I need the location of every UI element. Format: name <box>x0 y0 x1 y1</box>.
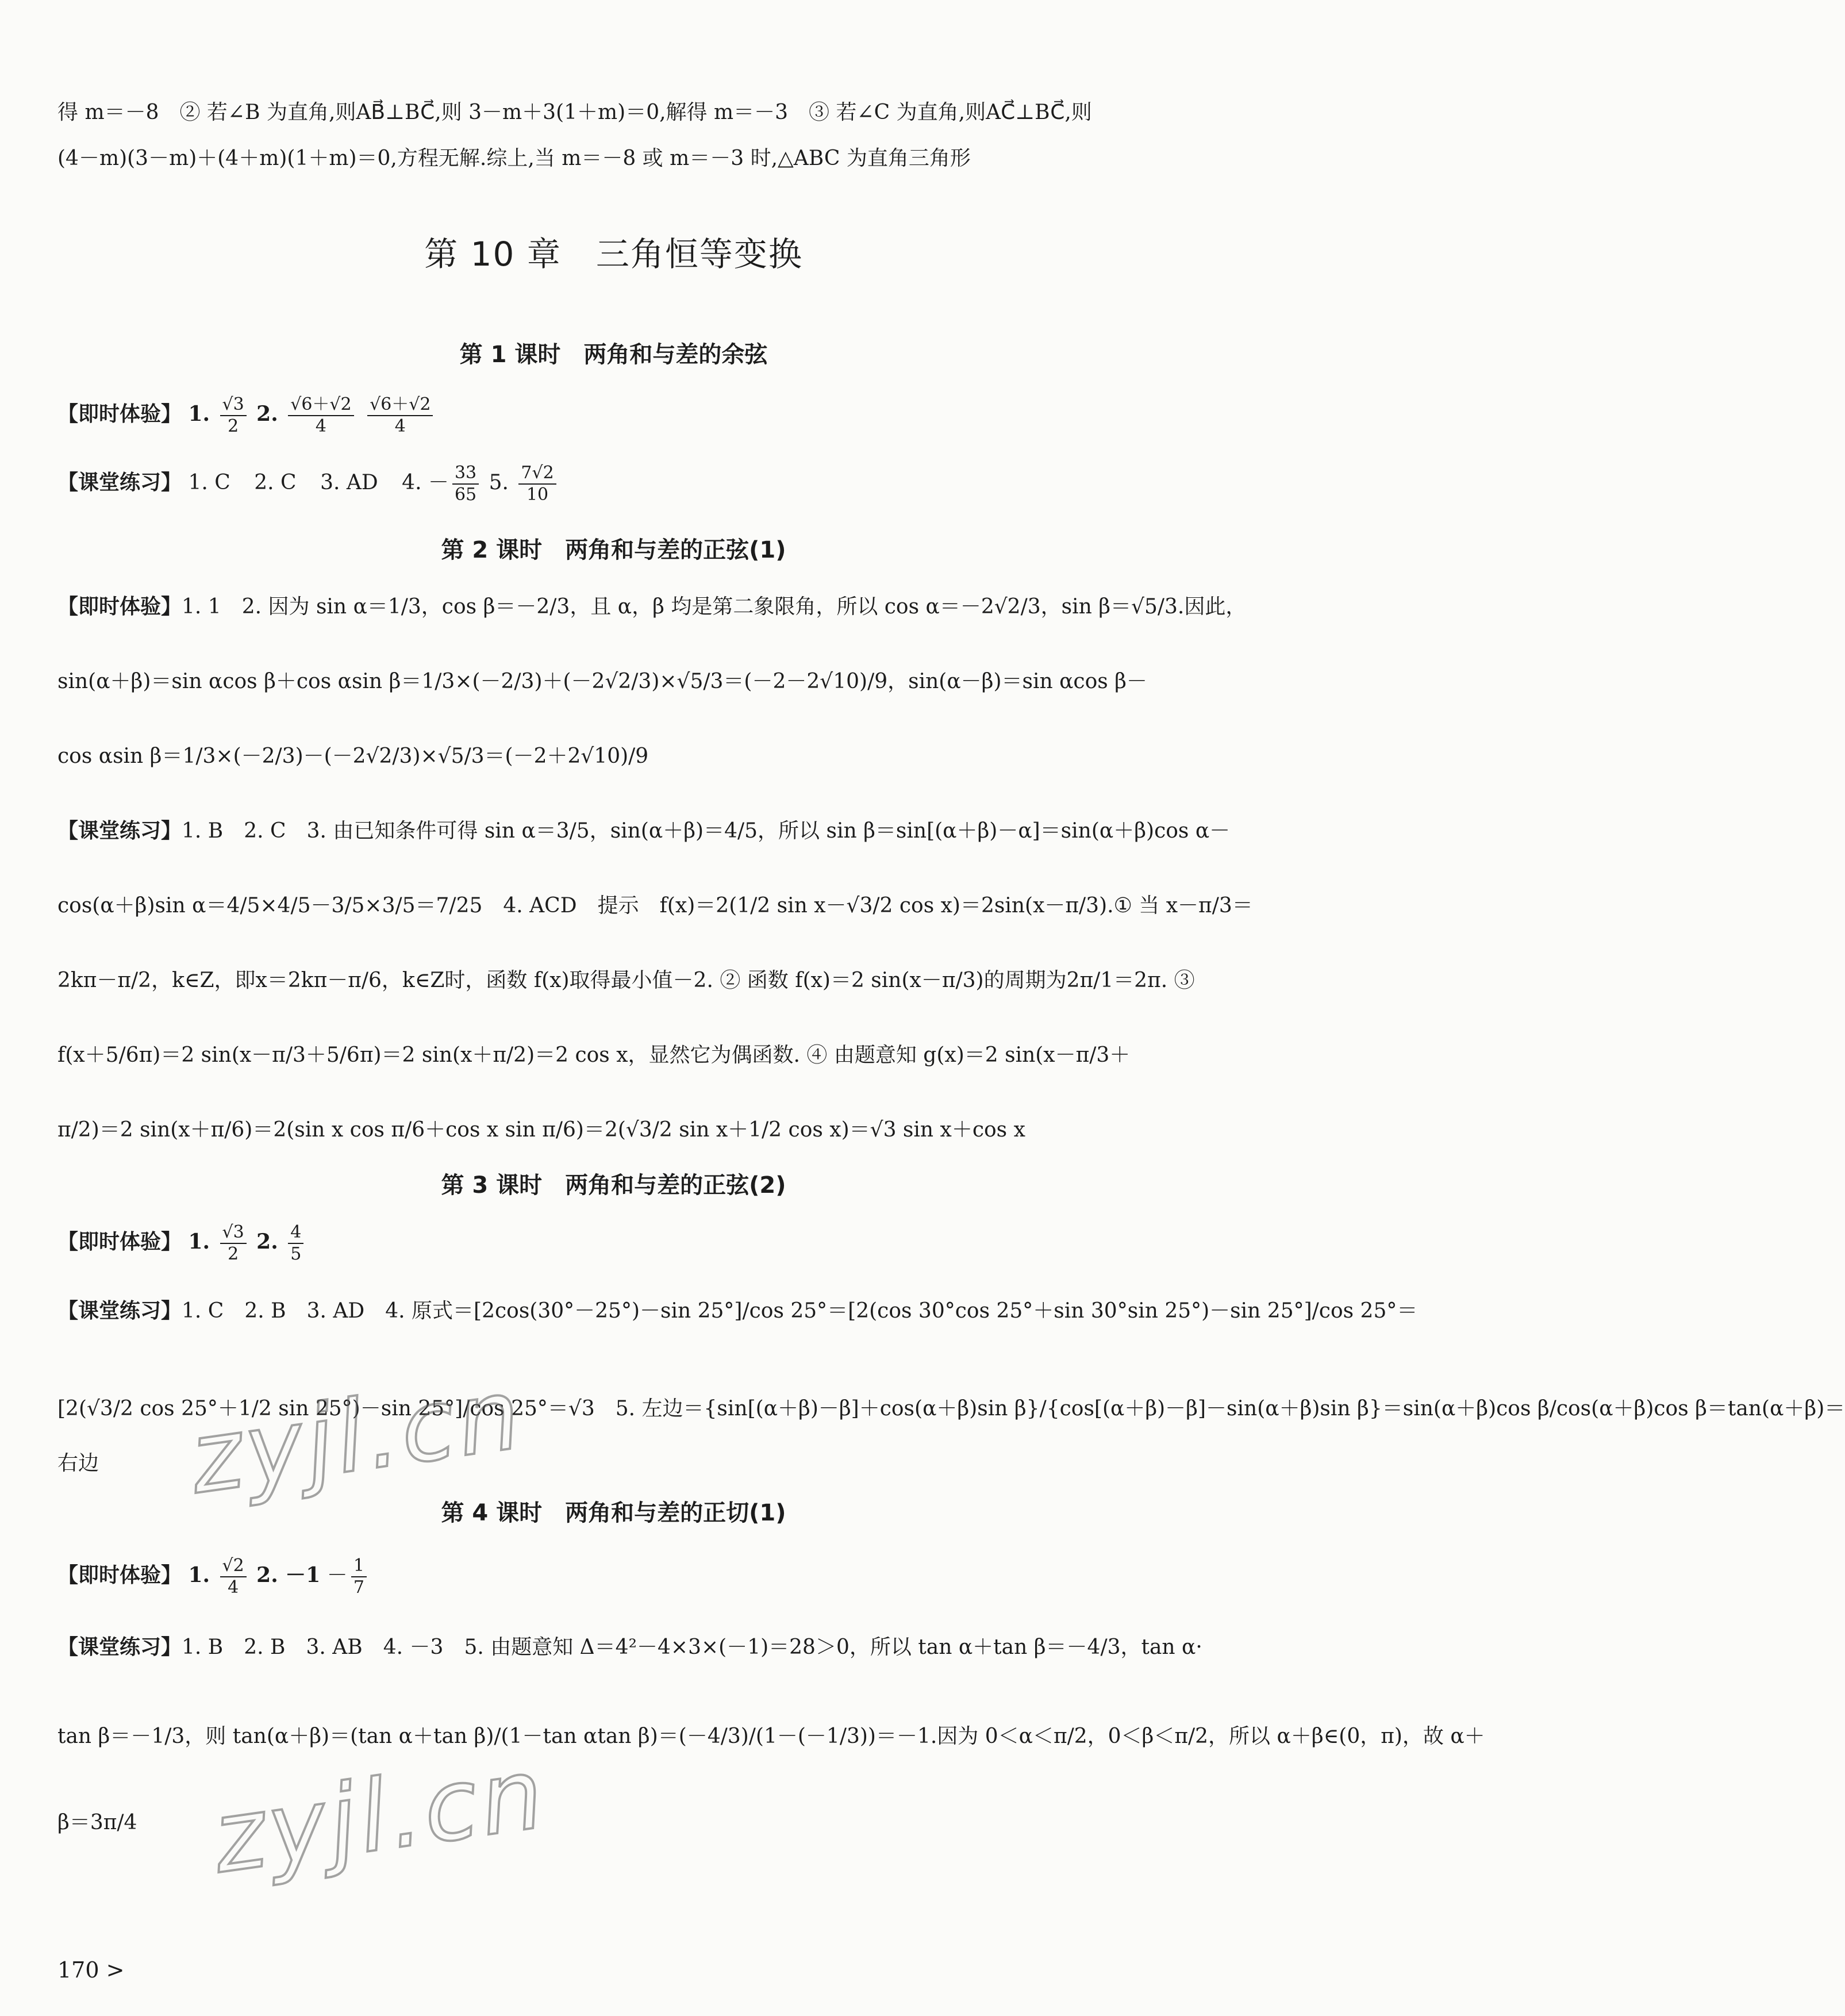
fraction: $\frac{√3}{2}$ <box>220 1222 247 1265</box>
lesson-2-instant-line-3: cos αsin β＝1/3×(－2/3)－(－2√2/3)×√5/3＝(－2＋2√10)/9 <box>57 744 649 768</box>
fraction: $\frac{7√2}{10}$ <box>518 463 556 505</box>
instant-label: 【即时体验】 <box>57 1230 182 1254</box>
lesson-1-practice: 【课堂练习】 1. C 2. C 3. AD 4. － $\frac{33}{65}$ 5. $\frac{7√2}{10}$ <box>57 460 1178 512</box>
practice-label: 【课堂练习】 <box>57 819 182 843</box>
watermark-logo: zyjl.cn <box>183 1357 531 1516</box>
lesson-2-practice-line-5: π/2)＝2 sin(x＋π/6)＝2(sin x cos π/6＋cos x sin π/6)＝2(√3/2 sin x＋1/2 cos x)＝√3 sin x＋cos x <box>57 1118 1025 1142</box>
lesson-4-practice-line-3: β＝3π/4 <box>57 1811 137 1834</box>
lesson-3-instant: 【即时体验】 1. $\frac{√3}{2}$ 2. $\frac{4}{5}$ <box>57 1219 1178 1270</box>
lesson-4-title: 第 4 课时 两角和与差的正切(1) <box>441 1500 786 1526</box>
lesson-3-practice-line-2: [2(√3/2 cos 25°＋1/2 sin 25°)－sin 25°]/cos 25°＝√3 5. 左边＝{sin[(α＋β)－β]＋cos(α＋β)sin β}/{cos[(α＋β)－β]－sin(α＋β)sin β}＝sin(α＋β)cos β/cos(α＋β)cos β＝tan(α＋β)＝ <box>57 1397 1845 1420</box>
lesson-3-practice-line-1: 【课堂练习】1. C 2. B 3. AD 4. 原式＝[2cos(30°－25°)－sin 25°]/cos 25°＝[2(cos 30°cos 25°＋sin 30°sin 25°)－sin 25°]/cos 25°＝ <box>57 1299 1418 1323</box>
instant-label: 【即时体验】 <box>57 1564 182 1587</box>
lesson-2-practice-line-3: 2kπ－π/2，k∈Z，即x＝2kπ－π/6，k∈Z时，函数 f(x)取得最小值－2. ② 函数 f(x)＝2 sin(x－π/3)的周期为2π/1＝2π. ③ <box>57 969 1195 992</box>
lesson-3-title: 第 3 课时 两角和与差的正弦(2) <box>441 1172 786 1199</box>
fraction: $\frac{33}{65}$ <box>452 463 479 505</box>
fraction: $\frac{√6+√2}{4}$ <box>288 394 353 437</box>
lesson-4-practice-line-1: 【课堂练习】1. B 2. B 3. AB 4. －3 5. 由题意知 Δ＝4²－4×3×(－1)＝28＞0，所以 tan α＋tan β＝－4/3，tan α· <box>57 1635 1202 1659</box>
lesson-2-practice-line-4: f(x＋5/6π)＝2 sin(x－π/3＋5/6π)＝2 sin(x＋π/2)＝2 cos x，显然它为偶函数. ④ 由题意知 g(x)＝2 sin(x－π/3＋ <box>57 1043 1131 1067</box>
lesson-1-title: 第 1 课时 两角和与差的余弦 <box>459 341 768 368</box>
fraction: $\frac{1}{7}$ <box>351 1556 367 1598</box>
fraction: $\frac{√2}{4}$ <box>220 1556 247 1598</box>
instant-label: 【即时体验】 <box>57 595 182 619</box>
practice-label: 【课堂练习】 <box>57 1635 182 1659</box>
lesson-3-practice-line-3: 右边 <box>57 1451 99 1475</box>
page-number: 170 > <box>57 1957 125 1983</box>
fraction: $\frac{√3}{2}$ <box>220 394 247 437</box>
watermark-logo: zyjl.cn <box>206 1736 554 1896</box>
practice-label: 【课堂练习】 <box>57 1299 182 1323</box>
lesson-2-instant-line-2: sin(α＋β)＝sin αcos β＋cos αsin β＝1/3×(－2/3)＋(－2√2/3)×√5/3＝(－2－2√10)/9，sin(α－β)＝sin αcos β－ <box>57 670 1147 693</box>
lesson-2-practice-line-1: 【课堂练习】1. B 2. C 3. 由已知条件可得 sin α＝3/5，sin(α＋β)＝4/5，所以 sin β＝sin[(α＋β)－α]＝sin(α＋β)cos α－ <box>57 819 1231 843</box>
instant-label: 【即时体验】 <box>57 402 182 426</box>
practice-label: 【课堂练习】 <box>57 471 182 494</box>
fraction: $\frac{√6+√2}{4}$ <box>367 394 433 437</box>
chapter-title: 第 10 章 三角恒等变换 <box>424 235 803 274</box>
lesson-2-instant-line-1: 【即时体验】1. 1 2. 因为 sin α＝1/3，cos β＝－2/3，且 α，β 均是第二象限角，所以 cos α＝－2√2/3，sin β＝√5/3.因此， <box>57 595 1247 619</box>
lesson-4-instant: 【即时体验】 1. $\frac{√2}{4}$ 2. －1 － $\frac{1}{7}$ <box>57 1552 1178 1604</box>
intro-line-1: 得 m＝－8 ② 若∠B 为直角,则AB⃗⊥BC⃗,则 3－m＋3(1＋m)＝0,解得 m＝－3 ③ 若∠C 为直角,则AC⃗⊥BC⃗,则 <box>57 101 1092 124</box>
intro-line-2: (4－m)(3－m)＋(4＋m)(1＋m)＝0,方程无解.综上,当 m＝－8 或 m＝－3 时,△ABC 为直角三角形 <box>57 147 971 170</box>
lesson-1-instant: 【即时体验】 1. $\frac{√3}{2}$ 2. $\frac{√6+√2}{4}$ $\frac{√6+√2}{4}$ <box>57 391 1178 443</box>
lesson-2-title: 第 2 课时 两角和与差的正弦(1) <box>441 537 786 563</box>
lesson-2-practice-line-2: cos(α＋β)sin α＝4/5×4/5－3/5×3/5＝7/25 4. ACD 提示 f(x)＝2(1/2 sin x－√3/2 cos x)＝2sin(x－π/3).① 当 x－π/3＝ <box>57 894 1253 917</box>
lesson-4-practice-line-2: tan β＝－1/3，则 tan(α＋β)＝(tan α＋tan β)/(1－tan αtan β)＝(－4/3)/(1－(－1/3))＝－1.因为 0＜α＜π/2，0＜β＜π/2，所以 α＋β∈(0，π)，故 α＋ <box>57 1725 1485 1748</box>
fraction: $\frac{4}{5}$ <box>288 1222 303 1265</box>
